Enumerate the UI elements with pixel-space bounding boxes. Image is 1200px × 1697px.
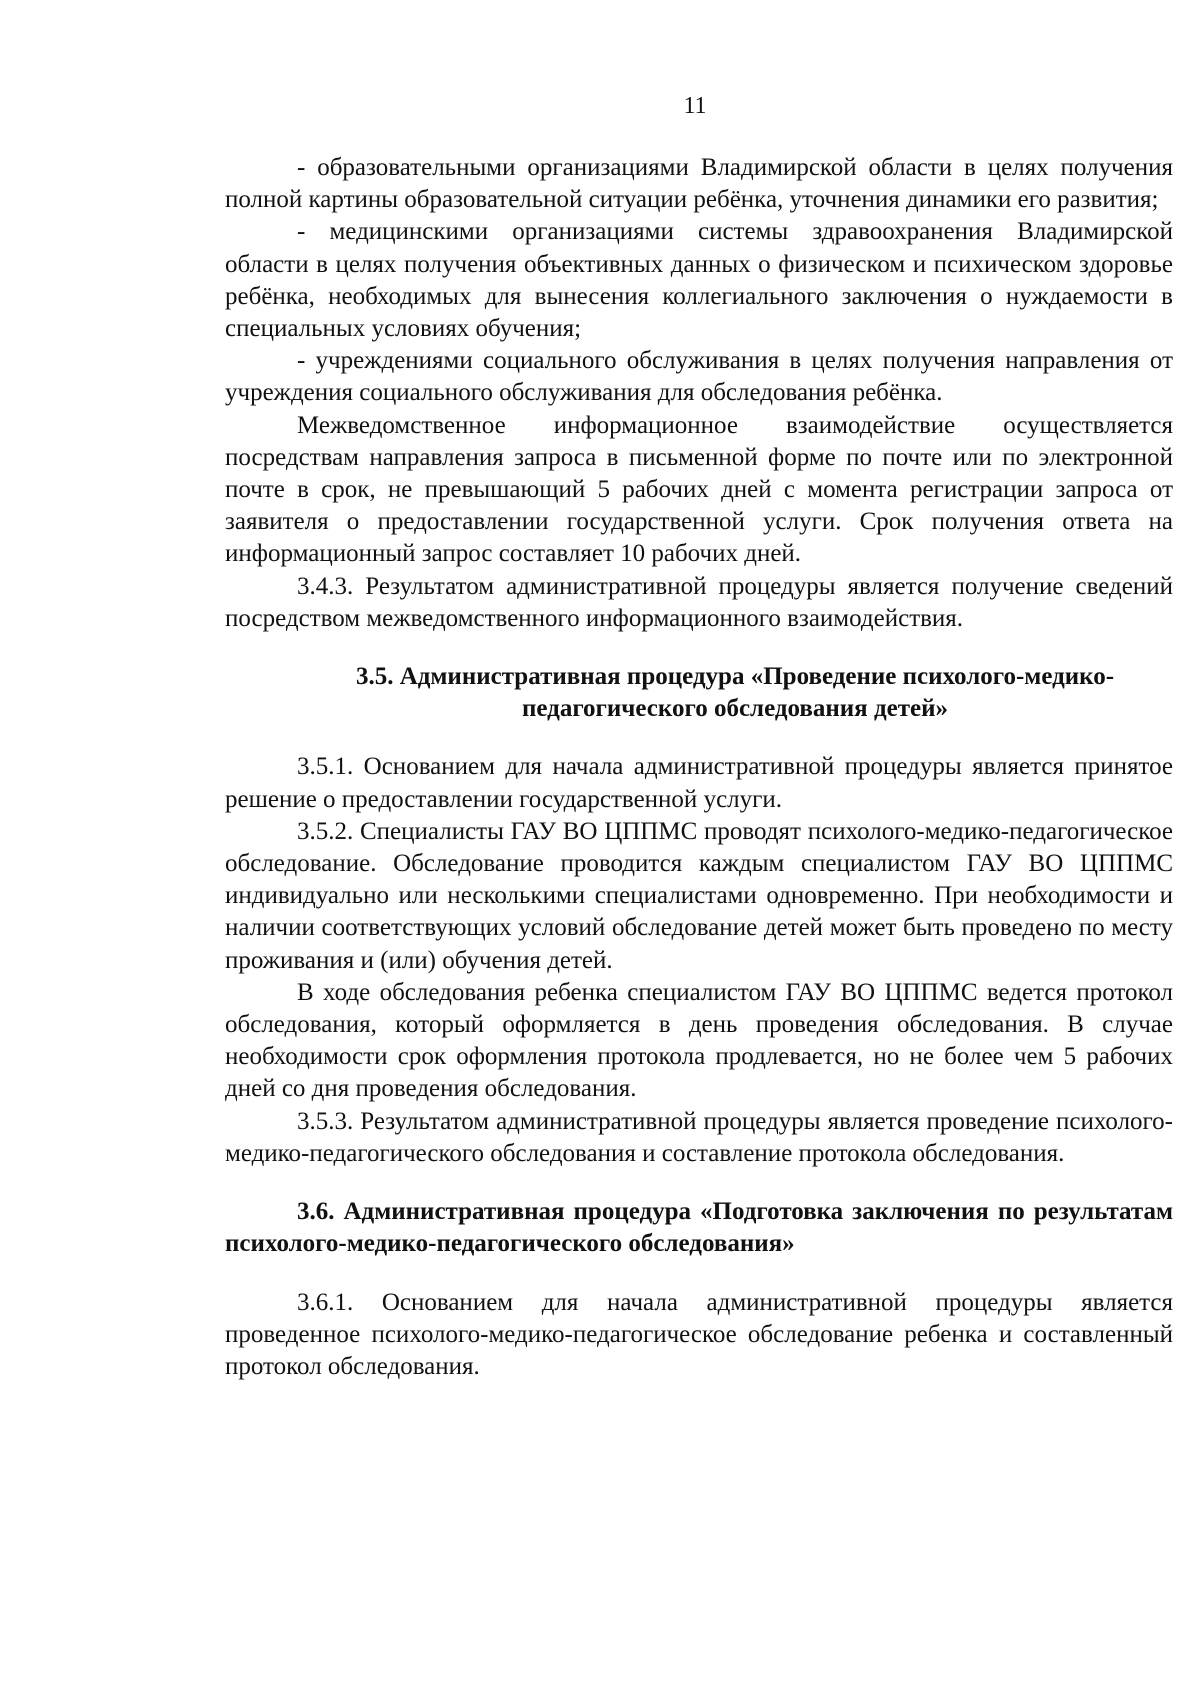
paragraph-social-services: - учреждениями социального обслуживания в целях получения направления от учреждения социального обслуживания для обследования ребёнка. [225, 347, 1173, 407]
paragraph-examination-protocol: В ходе обследования ребенка специалистом ГАУ ВО ЦППМС ведется протокол обследования, который оформляется в день проведения обследования. В случае необходимости срок оформления протокола продлевается, но не более чем 5 рабочих дней со дня проведения обследования. [225, 978, 1173, 1103]
paragraph-3-6-1: 3.6.1. Основанием для начала административной процедуры является проведенное психолого-медико-педагогическое обследование ребенка и составленный протокол обследования. [225, 1288, 1173, 1380]
page-number: 11 [683, 93, 707, 119]
paragraph-3-5-1: 3.5.1. Основанием для начала административной процедуры является принятое решение о предоставлении государственной услуги. [225, 753, 1173, 813]
paragraph-educational-orgs: - образовательными организациями Владимирской области в целях получения полной картины образовательной ситуации ребёнка, уточнения динамики его развития; [225, 154, 1173, 214]
section-heading-3-5: 3.5. Административная процедура «Проведение психолого-медико-педагогического обследования детей» [355, 663, 1115, 723]
paragraph-3-4-3: 3.4.3. Результатом административной процедуры является получение сведений посредством межведомственного информационного взаимодействия. [225, 572, 1173, 632]
paragraph-medical-orgs: - медицинскими организациями системы здравоохранения Владимирской области в целях получения объективных данных о физическом и психическом здоровье ребёнка, необходимых для вынесения коллегиального заключения о нуждаемости в специальных условиях обучения; [225, 218, 1173, 343]
document-body [225, 152, 1173, 1383]
section-heading-3-6: 3.6. Административная процедура «Подготовка заключения по результатам психолого-медико-педагогического обследования» [225, 1198, 1173, 1258]
paragraph-3-5-2: 3.5.2. Специалисты ГАУ ВО ЦППМС проводят психолого-медико-педагогическое обследование. Обследование проводится каждым специалистом ГАУ ВО ЦППМС индивидуально или несколькими специалистами одновременно. При необходимости и наличии соответствующих условий обследование детей может быть проведено по месту проживания и (или) обучения детей. [225, 817, 1173, 974]
paragraph-3-5-3: 3.5.3. Результатом административной процедуры является проведение психолого-медико-педагогического обследования и составление протокола обследования. [225, 1107, 1173, 1167]
paragraph-interagency-interaction: Межведомственное информационное взаимодействие осуществляется посредствам направления запроса в письменной форме по почте или по электронной почте в срок, не превышающий 5 рабочих дней с момента регистрации запроса от заявителя о предоставлении государственной услуги. Срок получения ответа на информационный запрос составляет 10 рабочих дней. [225, 411, 1173, 568]
